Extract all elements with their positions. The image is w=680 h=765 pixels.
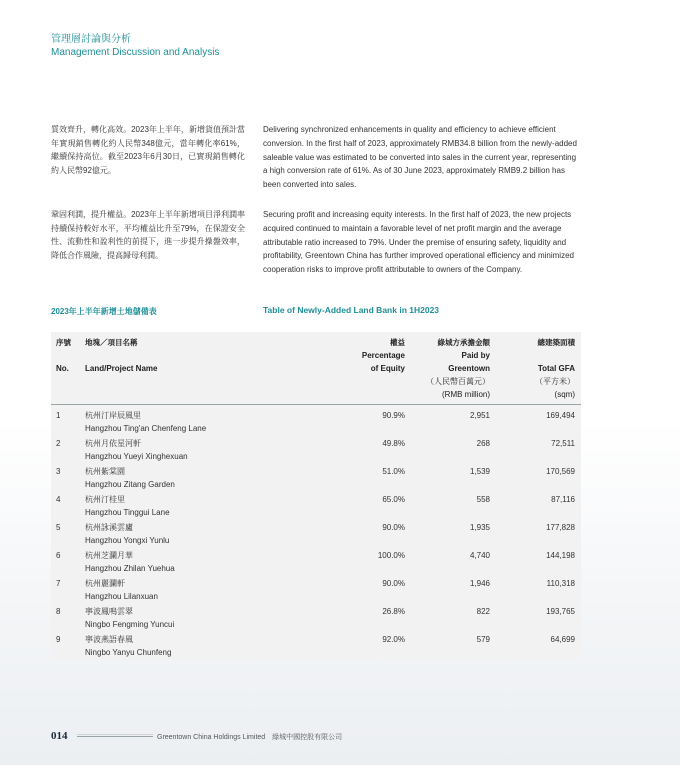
cell-equity: 65.0% xyxy=(382,495,405,504)
header-no-en: No. xyxy=(56,364,69,373)
table-header xyxy=(51,332,581,405)
page-number: 014 xyxy=(51,730,68,742)
cell-name-zh: 寧波鳳鳴雲翠 xyxy=(85,607,133,616)
cell-gfa: 72,511 xyxy=(551,439,575,448)
paragraph-2-en: Securing profit and increasing equity interests. In the first half of 2023, the new projects acquired continued to maintain a favorable level of net profit margin and the average attributable ratio increased to 79%. Under the premise of ensuring safety, liquidity and profitability, Greentown China has further improved operational efficiency and minimized cooperation risks to improve profit attributable to owners of the Company. xyxy=(263,210,574,275)
cell-no: 3 xyxy=(56,467,61,476)
cell-name-zh: 杭州芝瀾月華 xyxy=(85,551,133,560)
cell-no: 8 xyxy=(56,607,61,616)
header-no-zh: 序號 xyxy=(56,338,71,347)
cell-equity: 90.0% xyxy=(382,579,405,588)
table-row xyxy=(51,433,581,461)
cell-gfa: 177,828 xyxy=(546,523,575,532)
header-gfa xyxy=(535,336,575,401)
cell-gfa: 144,198 xyxy=(546,551,575,560)
table-row xyxy=(51,405,581,433)
cell-name-zh: 杭州詠溪雲廬 xyxy=(85,523,133,532)
header-equity xyxy=(362,336,405,375)
cell-amount: 558 xyxy=(476,495,490,504)
cell-no: 7 xyxy=(56,579,61,588)
cell-name-en: Hangzhou Yongxi Yunlu xyxy=(85,536,170,545)
cell-name-zh: 寧波燕語春風 xyxy=(85,635,133,644)
cell-gfa: 170,569 xyxy=(546,467,575,476)
cell-amount: 1,539 xyxy=(469,467,490,476)
table-row xyxy=(51,545,581,573)
cell-name-zh: 杭州麗瀾軒 xyxy=(85,579,125,588)
cell-gfa: 87,116 xyxy=(551,495,575,504)
table-row xyxy=(51,489,581,517)
header-name-zh: 地塊／項目名稱 xyxy=(85,338,138,347)
table-row xyxy=(51,517,581,545)
land-bank-table xyxy=(51,330,581,659)
cell-no: 6 xyxy=(56,551,61,560)
cell-gfa: 193,765 xyxy=(546,607,575,616)
header-gfa-zh: 總建築面積 xyxy=(537,338,575,347)
cell-name-en: Ningbo Fengming Yuncui xyxy=(85,620,175,629)
section-title-en: Management Discussion and Analysis xyxy=(51,47,220,58)
table-title-zh: 2023年上半年新增土地儲備表 xyxy=(51,307,157,316)
cell-name-zh: 杭州月依星河軒 xyxy=(85,439,141,448)
header-equity-en-1: Percentage xyxy=(361,351,405,360)
cell-name-en: Hangzhou Ting'an Chenfeng Lane xyxy=(85,424,207,433)
section-title-zh: 管理層討論與分析 xyxy=(51,34,131,45)
cell-amount: 822 xyxy=(476,607,490,616)
header-amount-en-2: Greentown xyxy=(448,364,490,373)
cell-equity: 51.0% xyxy=(382,467,405,476)
table-row xyxy=(51,461,581,489)
paragraph-1-zh: 質效齊升，轉化高效。2023年上半年，新增貨值預計當年實現銷售轉化約人民幣348億元，當年轉化率61%，繼續保持高位。截至2023年6月30日，已實現銷售轉化約人民幣92億元。 xyxy=(51,125,245,175)
footer-divider xyxy=(77,734,153,735)
cell-name-zh: 杭州汀岸辰風里 xyxy=(85,411,141,420)
header-no xyxy=(56,336,71,375)
company-name: Greentown China Holdings Limited 綠城中國控股有限公司 xyxy=(157,734,343,741)
paragraph-1-en: Delivering synchronized enhancements in quality and efficiency to achieve efficient conversion. In the first half of 2023, approximately RMB34.8 billion from the newly-added saleable value was estimated to be converted into sales in the current year, representing a high conversion rate of 61%. As of 30 June 2023, approximately RMB9.2 billion has been converted into sales. xyxy=(263,125,577,190)
cell-equity: 90.9% xyxy=(382,411,405,420)
header-name-en: Land/Project Name xyxy=(85,364,158,373)
header-gfa-en: Total GFA xyxy=(537,364,575,373)
cell-name-en: Hangzhou Zitang Garden xyxy=(85,480,175,489)
header-equity-en-2: of Equity xyxy=(370,364,405,373)
cell-equity: 26.8% xyxy=(382,607,405,616)
cell-amount: 4,740 xyxy=(469,551,490,560)
cell-name-zh: 杭州紫棠園 xyxy=(85,467,125,476)
header-name xyxy=(85,336,157,375)
cell-amount: 1,935 xyxy=(469,523,490,532)
cell-name-en: Ningbo Yanyu Chunfeng xyxy=(85,648,172,657)
table-row xyxy=(51,629,581,657)
cell-no: 4 xyxy=(56,495,61,504)
cell-equity: 92.0% xyxy=(382,635,405,644)
cell-gfa: 169,494 xyxy=(546,411,575,420)
cell-amount: 1,946 xyxy=(469,579,490,588)
cell-amount: 2,951 xyxy=(469,411,490,420)
table-row xyxy=(51,573,581,601)
header-amount-zh: 綠城方承擔金額 xyxy=(437,338,490,347)
footer-divider xyxy=(77,736,153,737)
cell-name-en: Hangzhou Lilanxuan xyxy=(85,592,158,601)
cell-gfa: 110,318 xyxy=(546,579,575,588)
header-amount-unit-en: (RMB million) xyxy=(442,390,490,399)
cell-gfa: 64,699 xyxy=(550,635,575,644)
cell-no: 5 xyxy=(56,523,61,532)
page-header xyxy=(51,33,219,59)
header-amount-unit-zh: （人民幣百萬元） xyxy=(426,377,490,386)
table-title-en: Table of Newly-Added Land Bank in 1H2023 xyxy=(263,305,440,315)
cell-name-zh: 杭州汀桂里 xyxy=(85,495,125,504)
cell-no: 9 xyxy=(56,635,61,644)
cell-no: 2 xyxy=(56,439,61,448)
cell-equity: 100.0% xyxy=(377,551,405,560)
header-gfa-unit-zh: （平方米） xyxy=(535,377,575,386)
table-row xyxy=(51,601,581,629)
cell-equity: 49.8% xyxy=(382,439,405,448)
header-amount-en-1: Paid by xyxy=(461,351,490,360)
header-gfa-unit-en: (sqm) xyxy=(554,390,575,399)
cell-amount: 268 xyxy=(476,439,490,448)
cell-no: 1 xyxy=(56,411,61,420)
header-amount xyxy=(426,336,490,401)
cell-equity: 90.0% xyxy=(382,523,405,532)
cell-name-en: Hangzhou Yueyi Xinghexuan xyxy=(85,452,188,461)
paragraph-2-zh: 鞏固利潤，提升權益。2023年上半年新增項目淨利潤率持續保持較好水平，平均權益比升至79%，在保證安全性、流動性和盈利性的前提下，進一步提升操盤效率，降低合作風險，提高歸母利潤。 xyxy=(51,210,245,260)
cell-name-en: Hangzhou Zhilan Yuehua xyxy=(85,564,175,573)
cell-name-en: Hangzhou Tinggui Lane xyxy=(85,508,170,517)
header-equity-zh: 權益 xyxy=(390,338,405,347)
cell-amount: 579 xyxy=(476,635,490,644)
